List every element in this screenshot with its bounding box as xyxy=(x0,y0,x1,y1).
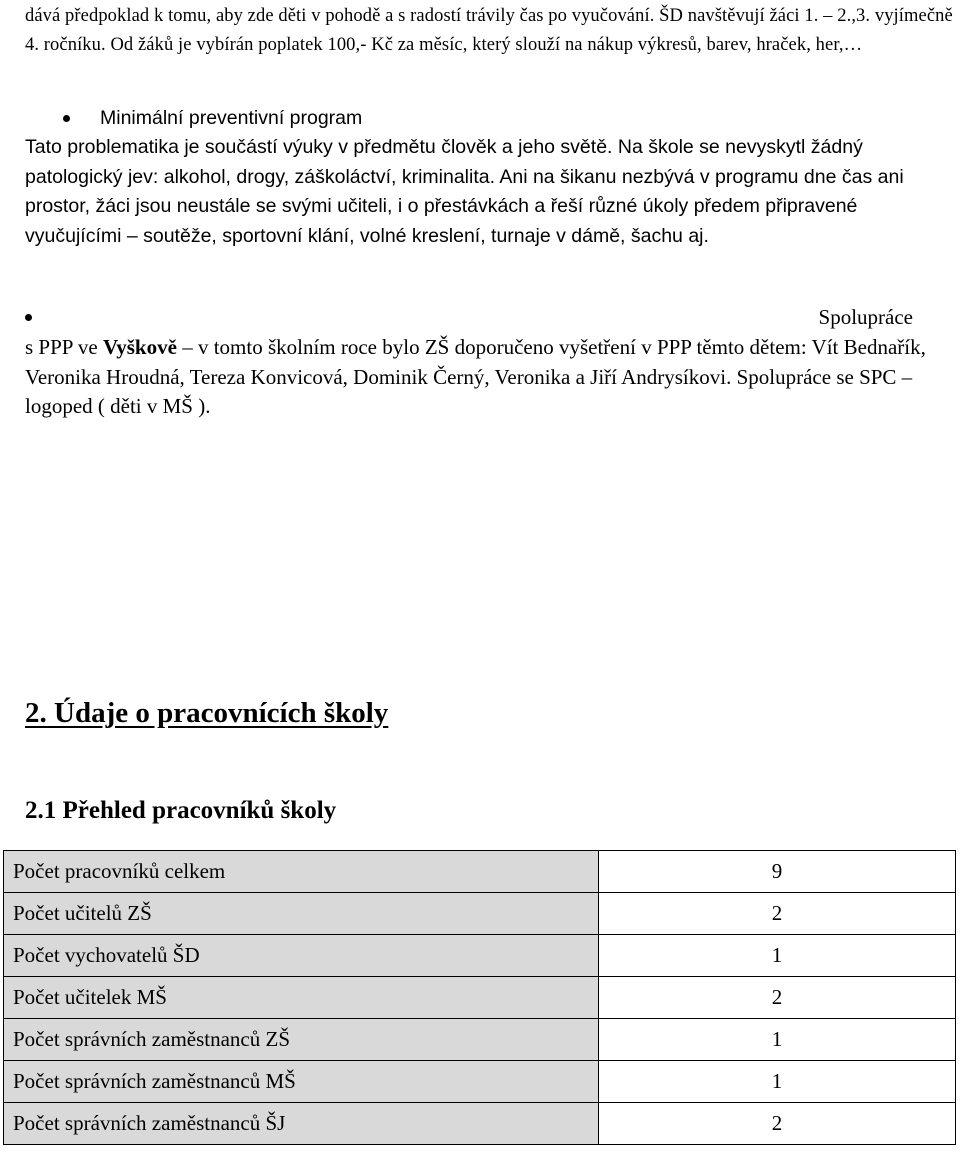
table-row xyxy=(4,1061,956,1103)
subsection-heading: 2.1 Přehled pracovníků školy xyxy=(25,797,337,824)
row-label: Počet správních zaměstnanců MŠ xyxy=(4,1061,599,1103)
table-row xyxy=(4,893,956,935)
row-value: 2 xyxy=(599,893,956,935)
cooperation-place: Vyškově xyxy=(103,335,177,359)
row-label: Počet správních zaměstnanců ZŠ xyxy=(4,1019,599,1061)
staff-table xyxy=(3,850,956,1145)
row-label: Počet pracovníků celkem xyxy=(4,851,599,893)
table-row xyxy=(4,851,956,893)
cooperation-text-end: – v tomto školním roce bylo ZŠ doporučeno vyšetření v PPP těmto dětem: Vít Bednařík, Veronika Hroudná, Tereza Konvicová, Dominik Černý, Veronika a Jiří Andrysíkovi. Spolupráce se SPC – logoped ( děti v MŠ ). xyxy=(25,335,926,418)
row-label: Počet učitelů ZŠ xyxy=(4,893,599,935)
table-row xyxy=(4,1103,956,1145)
table-row xyxy=(4,935,956,977)
row-label: Počet vychovatelů ŠD xyxy=(4,935,599,977)
bullet-prevention xyxy=(63,115,70,122)
row-label: Počet učitelek MŠ xyxy=(4,977,599,1019)
table-row xyxy=(4,1019,956,1061)
row-value: 2 xyxy=(599,977,956,1019)
row-value: 1 xyxy=(599,935,956,977)
prevention-heading: Minimální preventivní program xyxy=(100,107,363,129)
row-value: 9 xyxy=(599,851,956,893)
cooperation-heading: Spolupráce xyxy=(818,305,913,329)
section-heading: 2. Údaje o pracovnících školy xyxy=(25,697,389,729)
row-value: 1 xyxy=(599,1061,956,1103)
table-row xyxy=(4,977,956,1019)
cooperation-paragraph xyxy=(25,333,957,422)
cooperation-text-start: s PPP ve xyxy=(25,335,104,359)
intro-paragraph: dává předpoklad k tomu, aby zde děti v pohodě a s radostí trávily čas po vyučování. ŠD navštěvují žáci 1. – 2.,3. vyjímečně 4. ročníku. Od žáků je vybírán poplatek 100,- Kč za měsíc, který slouží na nákup výkresů, barev, hraček, her,… xyxy=(25,6,953,55)
row-value: 2 xyxy=(599,1103,956,1145)
row-label: Počet správních zaměstnanců ŠJ xyxy=(4,1103,599,1145)
row-value: 1 xyxy=(599,1019,956,1061)
prevention-paragraph: Tato problematika je součástí výuky v předmětu člověk a jeho světě. Na škole se nevyskytl žádný patologický jev: alkohol, drogy, záškoláctví, kriminalita. Ani na šikanu nezbývá v programu dne čas ani prostor, žáci jsou neustále se svými učiteli, i o přestávkách a řeší různé úkoly předem připravené vyučujícími – soutěže, sportovní klání, volné kreslení, turnaje v dámě, šachu aj. xyxy=(25,136,904,247)
bullet-cooperation xyxy=(25,314,32,321)
